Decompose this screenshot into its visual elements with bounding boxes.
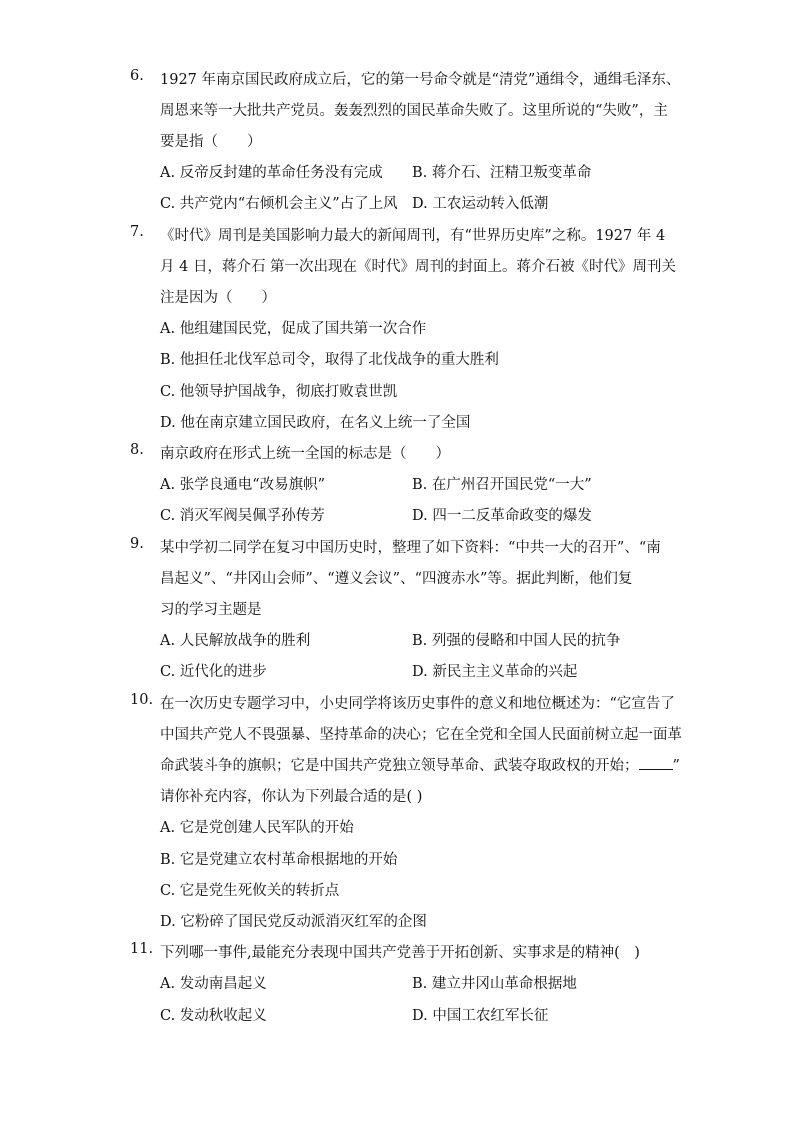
question-number: 11. [130, 941, 154, 957]
question-number: 9. [130, 536, 144, 552]
question-text-line: 请你补充内容，你认为下列最合适的是( ) [160, 789, 423, 805]
question-number: 7. [130, 224, 144, 240]
option-d: D. 它粉碎了国民党反动派消灭红军的企图 [160, 914, 427, 930]
question-text-line: 下列哪一事件,最能充分表现中国共产党善于开拓创新、实事求是的精神( ) [160, 945, 640, 961]
option-c: C. 他领导护国战争，彻底打败袁世凯 [160, 384, 398, 400]
option-c: C. 共产党内“右倾机会主义”占了上风 [160, 196, 398, 212]
option-b: B. 列强的侵略和中国人民的抗争 [412, 633, 621, 649]
question-text-line: 中国共产党人不畏强暴、坚持革命的决心；它在全党和全国人民面前树立起一面革 [160, 727, 682, 743]
option-b: B. 蒋介石、汪精卫叛变革命 [412, 165, 592, 181]
option-c: C. 发动秋收起义 [160, 1008, 267, 1024]
option-a: A. 张学良通电“改易旗帜” [160, 477, 326, 493]
question-text-line: 月 4 日，蒋介石 第一次出现在《时代》周刊的封面上。蒋介石被《时代》周刊关 [160, 259, 677, 275]
option-c: C. 消灭军阀吴佩孚孙传芳 [160, 508, 325, 524]
question-text-line: 周恩来等一大批共产党员。轰轰烈烈的国民革命失败了。这里所说的“失败”，主 [160, 103, 668, 119]
closing-quote: ” [672, 758, 680, 774]
option-b: B. 他担任北伐军总司令，取得了北伐战争的重大胜利 [160, 352, 499, 368]
option-c: C. 它是党生死攸关的转折点 [160, 883, 340, 899]
option-b: B. 建立井冈山革命根据地 [412, 976, 577, 992]
option-a: A. 人民解放战争的胜利 [160, 633, 311, 649]
option-d: D. 新民主主义革命的兴起 [412, 664, 578, 680]
option-b: B. 在广州召开国民党“一大” [412, 477, 592, 493]
option-d: D. 工农运动转入低潮 [412, 196, 549, 212]
question-text-line: 《时代》周刊是美国影响力最大的新闻周刊，有“世界历史库”之称。1927 年 4 [160, 228, 666, 244]
option-c: C. 近代化的进步 [160, 664, 267, 680]
question-text-line: 1927 年南京国民政府成立后，它的第一号命令就是“清党”通缉令，通缉毛泽东、 [160, 72, 681, 88]
question-number: 10. [130, 692, 154, 708]
question-text: 命武装斗争的旗帜；它是中国共产党独立领导革命、武装夺取政权的开始； [160, 758, 639, 774]
question-text-line: 某中学初二同学在复习中国历史时，整理了如下资料：“中共一大的召开”、“南 [160, 540, 661, 556]
answer-blank [639, 757, 673, 770]
option-a: A. 它是党创建人民军队的开始 [160, 820, 354, 836]
question-text-line: 要是指（ ） [160, 134, 262, 150]
option-d: D. 中国工农红军长征 [412, 1008, 549, 1024]
option-a: A. 发动南昌起义 [160, 976, 267, 992]
question-text-line: 在一次历史专题学习中，小史同学将该历史事件的意义和地位概述为：“它宣告了 [160, 696, 675, 712]
option-d: D. 他在南京建立国民政府，在名义上统一了全国 [160, 415, 471, 431]
question-number: 6. [130, 68, 144, 84]
option-a: A. 他组建国民党，促成了国共第一次合作 [160, 321, 427, 337]
option-d: D. 四一二反革命政变的爆发 [412, 508, 592, 524]
question-text-line: 南京政府在形式上统一全国的标志是（ ） [160, 446, 450, 462]
question-text-line: 习的学习主题是 [160, 602, 262, 618]
question-text-line-with-blank [160, 754, 680, 775]
question-text-line: 注是因为（ ） [160, 290, 276, 306]
question-number: 8. [130, 442, 144, 458]
question-text-line: 昌起义”、“井冈山会师”、“遵义会议”、“四渡赤水”等。据此判断，他们复 [160, 571, 633, 587]
option-a: A. 反帝反封建的革命任务没有完成 [160, 165, 383, 181]
option-b: B. 它是党建立农村革命根据地的开始 [160, 852, 398, 868]
